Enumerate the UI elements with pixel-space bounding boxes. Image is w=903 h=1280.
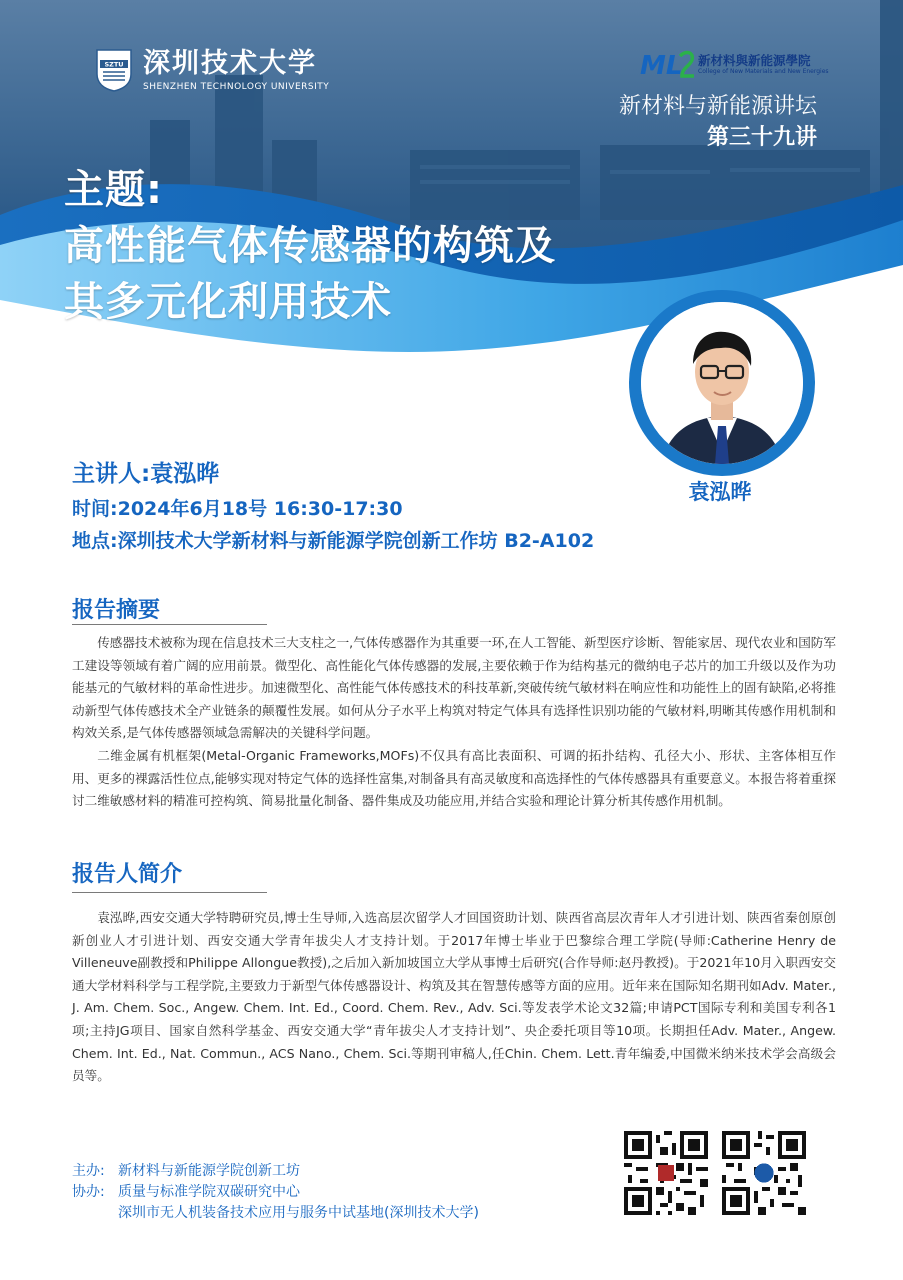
topic-line-2: 其多元化利用技术 <box>64 279 392 325</box>
co-host-1: 质量与标准学院双碳研究中心 <box>118 1184 300 1200</box>
series-name: 新材料与新能源讲坛 <box>618 94 817 119</box>
abstract-divider <box>72 624 267 625</box>
co-host-2: 深圳市无人机装备技术应用与服务中试基地(深圳技术大学) <box>118 1205 479 1221</box>
university-name-cn: 深圳技术大学 <box>143 47 317 79</box>
bio-title: 报告人简介 <box>72 862 183 887</box>
co-host-indent <box>72 1203 118 1224</box>
university-name <box>143 49 329 92</box>
place-line: 地点:深圳技术大学新材料与新能源学院创新工作坊 B2-A102 <box>72 530 595 552</box>
speaker-photo-illustration <box>641 302 803 464</box>
college-name-en: College of New Materials and New Energies <box>698 68 829 75</box>
speaker-line: 主讲人:袁泓晔 <box>72 461 220 487</box>
series-number: 第三十九讲 <box>706 125 817 150</box>
lecture-series <box>619 92 817 154</box>
co-host-row-2 <box>72 1203 479 1224</box>
university-shield-icon <box>95 48 133 92</box>
college-logo <box>638 48 829 82</box>
college-name <box>698 54 829 76</box>
speaker-photo <box>641 302 803 464</box>
speaker-caption: 袁泓晔 <box>688 480 752 504</box>
organizers <box>72 1161 479 1224</box>
co-host-row <box>72 1182 479 1203</box>
abstract-title: 报告摘要 <box>72 598 161 623</box>
speaker-portrait-frame <box>629 290 815 476</box>
co-host-label: 协办: <box>72 1184 105 1200</box>
college-name-cn: 新材料與新能源學院 <box>698 53 811 68</box>
bio-divider <box>72 892 267 893</box>
topic-title <box>64 162 556 330</box>
host-label: 主办: <box>72 1163 105 1179</box>
topic-line-1: 高性能气体传感器的构筑及 <box>64 223 556 269</box>
host-name: 新材料与新能源学院创新工坊 <box>118 1163 300 1179</box>
bio-body <box>72 907 836 1088</box>
topic-label: 主题: <box>64 167 163 213</box>
qr-code-icon[interactable] <box>624 1131 708 1215</box>
college-logo-icon <box>638 48 696 82</box>
college-logo-letters: ML <box>640 51 683 81</box>
bio-paragraph: 袁泓晔,西安交通大学特聘研究员,博士生导师,入选高层次留学人才回国资助计划、陕西省高层次青年人才引进计划、陕西省秦创原创新创业人才引进计划、西安交通大学青年拔尖人才支持计划。于2017年博士毕业于巴黎综合理工学院(导师:Catherine Henry de Villeneuve副教授和Philippe Allongue教授),之后加入新加坡国立大学从事博士后研究(合作导师:赵丹教授)。于2021年10月入职西安交通大学材料科学与工程学院,主要致力于新型气体传感器设计、构筑及其在智慧传感等方面的应用。近年来在国际知名期刊如Adv. Mater., J. Am. Chem. Soc., Angew. Chem. Int. Ed., Coord. Chem. Rev., Adv. Sci.等发表学术论文32篇;申请PCT国际专利和美国专利各1项;主持JG项目、国家自然科学基金、西安交通大学“青年拔尖人才支持计划”、央企委托项目等10项。长期担任Adv. Mater., Angew. Chem. Int. Ed., Nat. Commun., ACS Nano., Chem. Sci.等期刊审稿人,任Chin. Chem. Lett.青年编委,中国微米纳米技术学会高级会员等。 <box>72 910 836 1084</box>
university-logo <box>95 48 329 92</box>
shield-text: SZTU <box>104 60 124 69</box>
abstract-paragraph-2: 二维金属有机框架(Metal-Organic Frameworks,MOFs)不仅具有高比表面积、可调的拓扑结构、孔径大小、形状、主客体相互作用、更多的裸露活性位点,能够实现对特定气体的选择性富集,对制备具有高灵敏度和高选择性的气体传感器具有重要意义。本报告将着重探讨二维敏感材料的精准可控构筑、简易批量化制备、器件集成及功能应用,并结合实验和理论计算分析其传感作用机制。 <box>72 747 836 809</box>
time-line: 时间:2024年6月18号 16:30-17:30 <box>72 498 403 520</box>
abstract-body <box>72 632 836 813</box>
university-name-en: SHENZHEN TECHNOLOGY UNIVERSITY <box>143 81 330 92</box>
qr-code-icon-2[interactable] <box>722 1131 806 1215</box>
host-row <box>72 1161 479 1182</box>
abstract-paragraph-1: 传感器技术被称为现在信息技术三大支柱之一,气体传感器作为其重要一环,在人工智能、新型医疗诊断、智能家居、现代农业和国防军工建设等领域有着广阔的应用前景。微型化、高性能化气体传感器的发展,主要依赖于作为结构基元的微纳电子芯片的加工升级以及作为功能基元的气敏材料的革命性进步。加速微型化、高性能气体传感技术的科技革新,突破传统气敏材料在响应性和功能性上的固有缺陷,必将推动新型气体传感技术全产业链条的颠覆性发展。如何从分子水平上构筑对特定气体具有选择性识别功能的气敏材料,明晰其传感作用机制和构效关系,是气体传感器领域急需解决的关键科学问题。 <box>72 635 836 741</box>
